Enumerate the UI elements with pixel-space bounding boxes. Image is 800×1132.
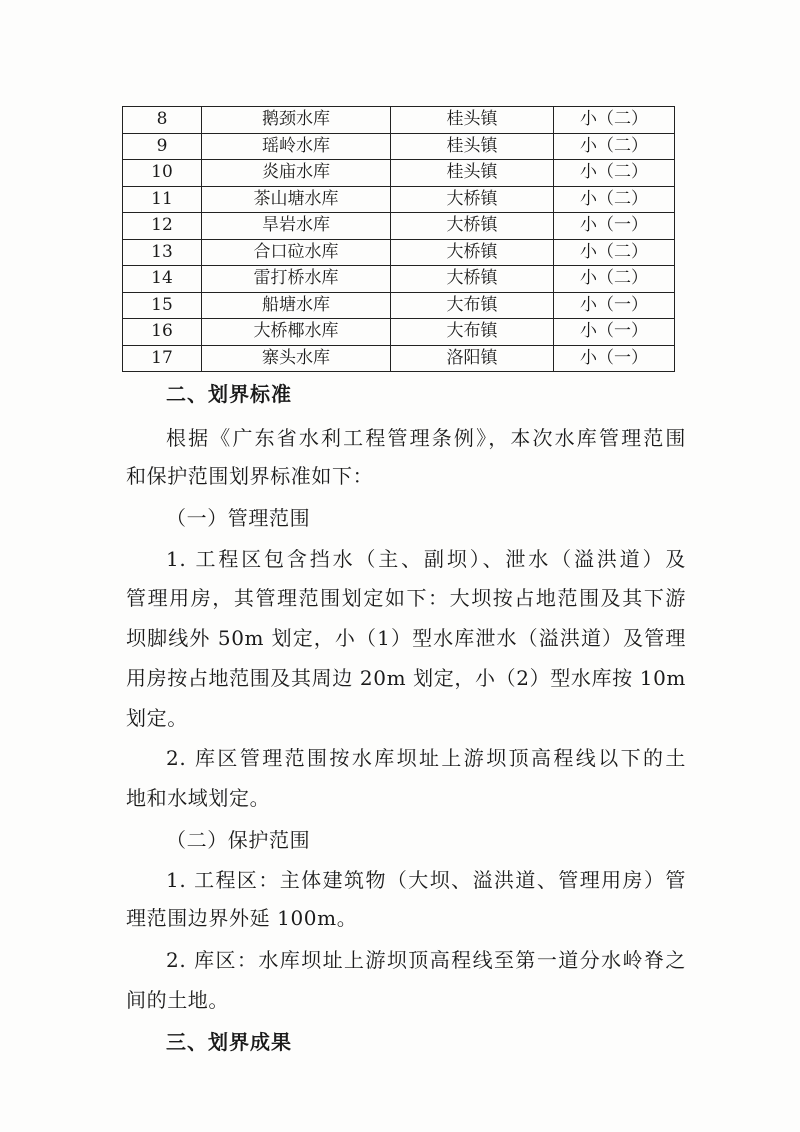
- row-number: 9: [123, 133, 202, 160]
- town-name: 大桥镇: [391, 239, 554, 266]
- paragraph-line: 1. 工程区：主体建筑物（大坝、溢洪道、管理用房）管: [166, 868, 686, 892]
- reservoir-scale: 小（二）: [554, 160, 675, 187]
- paragraph-line: 管理用房，其管理范围划定如下：大坝按占地范围及其下游: [126, 586, 686, 610]
- reservoir-name: 瑶岭水库: [202, 133, 391, 160]
- row-number: 8: [123, 107, 202, 134]
- paragraph-line: 2. 库区管理范围按水库坝址上游坝顶高程线以下的土: [166, 746, 686, 770]
- reservoir-name: 旱岩水库: [202, 213, 391, 240]
- paragraph-line: 地和水域划定。: [126, 786, 271, 810]
- row-number: 11: [123, 186, 202, 213]
- town-name: 桂头镇: [391, 160, 554, 187]
- reservoir-name: 寨头水库: [202, 345, 391, 372]
- reservoir-name: 船塘水库: [202, 292, 391, 319]
- reservoir-name: 雷打桥水库: [202, 266, 391, 293]
- town-name: 桂头镇: [391, 107, 554, 134]
- table-row: [123, 292, 675, 319]
- row-number: 10: [123, 160, 202, 187]
- reservoir-scale: 小（一）: [554, 292, 675, 319]
- town-name: 大布镇: [391, 292, 554, 319]
- paragraph-line: 1. 工程区包含挡水（主、副坝）、泄水（溢洪道）及: [166, 547, 686, 571]
- town-name: 大桥镇: [391, 266, 554, 293]
- table-row: [123, 213, 675, 240]
- reservoir-name: 炎庙水库: [202, 160, 391, 187]
- reservoir-scale: 小（二）: [554, 133, 675, 160]
- reservoir-scale: 小（二）: [554, 239, 675, 266]
- reservoir-scale: 小（一）: [554, 213, 675, 240]
- paragraph-line: 用房按占地范围及其周边 20m 划定，小（2）型水库按 10m: [126, 666, 686, 690]
- town-name: 大桥镇: [391, 213, 554, 240]
- table-row: [123, 239, 675, 266]
- paragraph-line: 坝脚线外 50m 划定，小（1）型水库泄水（溢洪道）及管理: [126, 626, 686, 650]
- paragraph-line: 和保护范围划界标准如下：: [126, 464, 374, 488]
- row-number: 14: [123, 266, 202, 293]
- table-row: [123, 345, 675, 372]
- reservoir-scale: 小（二）: [554, 107, 675, 134]
- paragraph-line: 间的土地。: [126, 988, 229, 1012]
- table-row: [123, 266, 675, 293]
- table-row: [123, 107, 675, 134]
- reservoir-table: [122, 106, 675, 372]
- reservoir-scale: 小（二）: [554, 186, 675, 213]
- row-number: 15: [123, 292, 202, 319]
- paragraph-line: 理范围边界外延 100m。: [126, 906, 358, 930]
- reservoir-name: 鹅颈水库: [202, 107, 391, 134]
- reservoir-name: 茶山塘水库: [202, 186, 391, 213]
- row-number: 13: [123, 239, 202, 266]
- table-row: [123, 133, 675, 160]
- paragraph-line: 划定。: [126, 706, 188, 730]
- row-number: 12: [123, 213, 202, 240]
- reservoir-scale: 小（一）: [554, 345, 675, 372]
- paragraph-line: 根据《广东省水利工程管理条例》，本次水库管理范围: [166, 426, 686, 450]
- table-row: [123, 319, 675, 346]
- subheading-management-scope: （一）管理范围: [166, 506, 311, 530]
- reservoir-name: 合口砬水库: [202, 239, 391, 266]
- section-heading-criteria: 二、划界标准: [166, 382, 292, 406]
- row-number: 16: [123, 319, 202, 346]
- town-name: 洛阳镇: [391, 345, 554, 372]
- reservoir-scale: 小（一）: [554, 319, 675, 346]
- paragraph-line: 2. 库区：水库坝址上游坝顶高程线至第一道分水岭脊之: [166, 948, 686, 972]
- reservoir-name: 大桥椰水库: [202, 319, 391, 346]
- table-row: [123, 160, 675, 187]
- row-number: 17: [123, 345, 202, 372]
- section-heading-results: 三、划界成果: [166, 1030, 292, 1054]
- town-name: 桂头镇: [391, 133, 554, 160]
- town-name: 大桥镇: [391, 186, 554, 213]
- subheading-protection-scope: （二）保护范围: [166, 828, 311, 852]
- town-name: 大布镇: [391, 319, 554, 346]
- table-row: [123, 186, 675, 213]
- reservoir-scale: 小（二）: [554, 266, 675, 293]
